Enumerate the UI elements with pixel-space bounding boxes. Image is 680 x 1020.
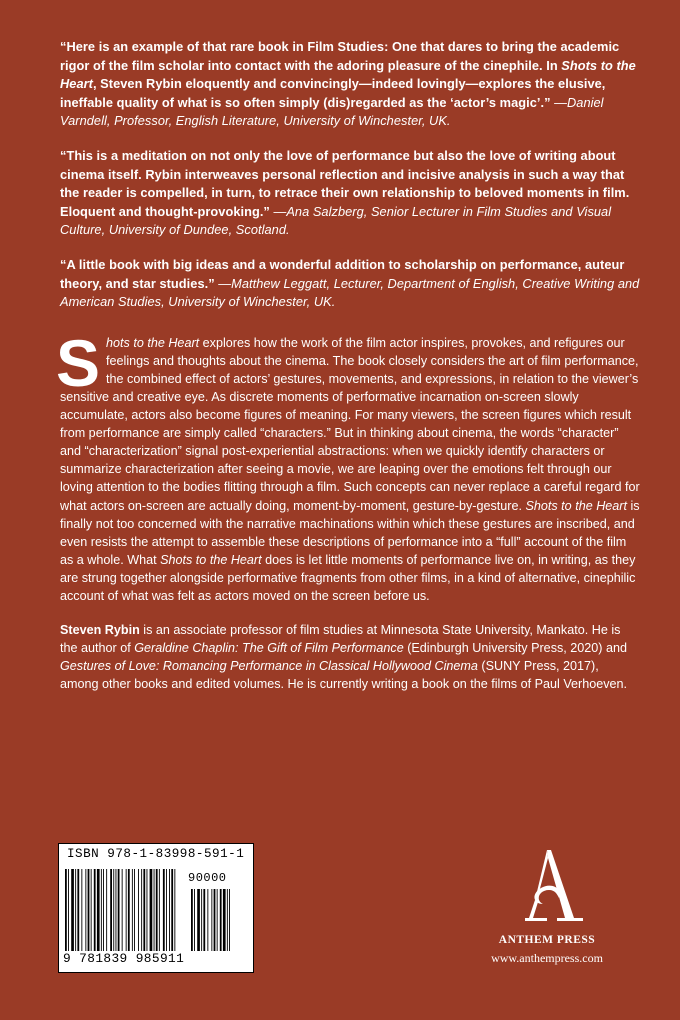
ean-digits: 9 781839 985911 xyxy=(63,951,185,966)
description-part-3: does is let little moments of performance live on, in writing, as they are strung together alongside performative fragments from other films, in a kind of alternative, cinephilic account of what was felt as actors moved on the screen before us. xyxy=(60,552,636,604)
publisher-name: ANTHEM PRESS xyxy=(498,934,596,946)
bio-book-2: Gestures of Love: Romancing Performance in Classical Hollywood Cinema xyxy=(60,659,478,674)
author-name: Steven Rybin xyxy=(60,623,140,638)
bio-text-3: (SUNY Press, 2017), among other books and edited volumes. He is currently writing a book on the films of Paul Verhoeven. xyxy=(60,659,628,692)
bio-text-2: (Edinburgh University Press, 2020) and xyxy=(403,641,628,656)
anthem-a-icon xyxy=(507,848,587,932)
drop-cap: S xyxy=(56,325,101,400)
quote-2-text: “This is a meditation on not only the love of performance but also the love of writing about cinema itself. Rybin interweaves personal reflection and incisive analysis in such a way that the reader is compelled, in turn, to retrace their own relationship to beloved moments in film. Eloquent and thought-provoking.” xyxy=(60,147,630,219)
bio-book-1: Geraldine Chaplin: The Gift of Film Performance xyxy=(134,641,404,656)
description-title-b: Shots to the Heart xyxy=(525,498,627,513)
description-part-1: explores how the work of the film actor inspires, provokes, and refigures our feelings and thoughts about the cinema. The book closely considers the art of film performance, the combined effect of actors’ gestures, movements, and expressions, in relation to the viewer’s sensitive and creative eye. As discrete moments of performative incarnation on-screen slowly accumulate, actors also become figures of meaning. For many viewers, the screen figures which result from performance are simply called “characters.” But in thinking about cinema, the words “character” and “characterization” signal post-experiential abstractions: when we quickly identify characters or summarize characterization after seeing a movie, we are leaping over the emotions felt through our loving attention to the bodies flitting through a film. Such concepts can never replace a careful regard for what actors on-screen are actually doing, moment-by-moment, gesture-by-gesture. xyxy=(60,335,640,513)
description-title-a: hots to the Heart xyxy=(106,335,200,350)
isbn-barcode xyxy=(58,843,254,973)
publisher-logo xyxy=(470,848,624,978)
quote-1-book-title: Shots to the Heart xyxy=(60,57,636,92)
price-code: 90000 xyxy=(188,871,227,885)
bio-text-1: is an associate professor of film studies at Minnesota State University, Mankato. He is the author of xyxy=(60,623,621,656)
back-cover-text xyxy=(56,38,640,694)
isbn-label: ISBN 978-1-83998-591-1 xyxy=(67,847,245,861)
quote-1-attribution: —Daniel Varndell, Professor, English Literature, University of Winchester, UK. xyxy=(60,94,604,129)
publisher-url: www.anthempress.com xyxy=(491,951,603,965)
quote-1-text-a: “Here is an example of that rare book in Film Studies: One that dares to bring the academic rigor of the film scholar into contact with the adoring pleasure of the cinephile. In xyxy=(60,39,620,73)
description-part-2: is finally not too concerned with the narrative machinations within which these gestures are inscribed, and even resists the attempt to assemble these descriptions of performance into a “full” account of the film as a whole. What xyxy=(60,498,640,567)
description-title-c: Shots to the Heart xyxy=(160,552,262,567)
quote-1-text-b: , Steven Rybin eloquently and convincingly—indeed lovingly—explores the elusive, ineffable quality of what is so often simply (dis)regarded as the ‘actor’s magic’.” xyxy=(60,76,606,110)
quote-3-attribution: —Matthew Leggatt, Lecturer, Department of English, Creative Writing and American Studies, University of Winchester, UK. xyxy=(60,275,640,310)
review-quote-2 xyxy=(60,147,640,240)
review-quote-3 xyxy=(60,256,640,312)
quote-2-attribution: —Ana Salzberg, Senior Lecturer in Film Studies and Visual Culture, University of Dundee, Scotland. xyxy=(60,203,612,238)
quote-3-text: “A little book with big ideas and a wonderful addition to scholarship on performance, auteur theory, and star studies.” xyxy=(60,256,625,291)
book-description xyxy=(56,325,640,605)
author-bio xyxy=(60,621,640,693)
review-quote-1 xyxy=(60,38,640,131)
